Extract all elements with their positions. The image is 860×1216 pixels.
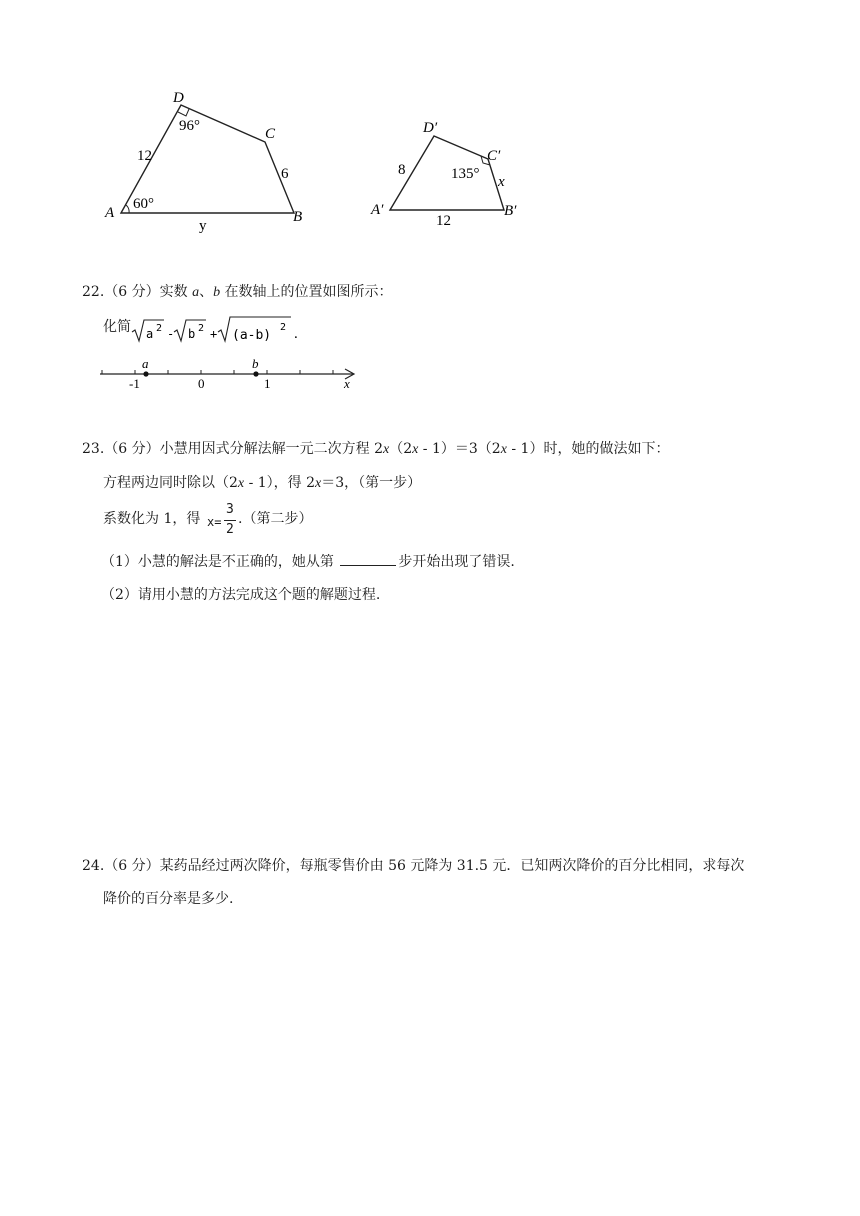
exponent-ab: 2 xyxy=(280,322,287,333)
side-ab-label: y xyxy=(199,218,207,234)
angle-d-mark xyxy=(178,109,189,116)
side-ad-prime-label: 8 xyxy=(398,162,406,178)
radicand-a: a xyxy=(146,327,154,341)
plus-sign: + xyxy=(210,327,218,341)
exponent-b: 2 xyxy=(198,323,205,334)
step2-denominator: 2 xyxy=(226,522,234,537)
answer-blank[interactable] xyxy=(340,551,396,566)
question-23-part1: （1）小慧的解法是不正确的，她从第 步开始出现了错误. xyxy=(101,551,515,572)
side-ab-prime-label: 12 xyxy=(436,213,451,229)
side-bc-label: 6 xyxy=(281,166,289,182)
vertex-c-label: C xyxy=(265,126,276,142)
angle-a-mark xyxy=(126,205,129,213)
point-a xyxy=(143,371,148,376)
number-line xyxy=(98,356,363,392)
vertex-d-prime-label: D′ xyxy=(423,120,438,136)
angle-a-label: 60° xyxy=(133,196,154,212)
radical-expression xyxy=(131,312,311,348)
simplify-label: 化简 xyxy=(103,319,131,335)
vertex-d-label: D xyxy=(173,90,184,106)
step2-x-equals: x= xyxy=(207,515,222,529)
tick-label-1: 1 xyxy=(264,376,271,391)
vertex-c-prime-label: C′ xyxy=(487,148,501,164)
radicand-a-minus-b: (a-b) xyxy=(232,328,272,343)
minus-sign: - xyxy=(167,327,175,341)
vertex-a-prime-label: A′ xyxy=(371,202,384,218)
step2-numerator: 3 xyxy=(226,502,234,517)
side-bc-prime-label: x xyxy=(498,174,505,190)
question-24-line1: 24.（6 分）某药品经过两次降价，每瓶零售价由 56 元降为 31.5 元．已知两次降价的百分比相同，求每次 xyxy=(82,858,745,874)
question-22-title: 22.（6 分）实数 a、b 在数轴上的位置如图所示： xyxy=(82,284,393,300)
question-23-part2: （2）请用小慧的方法完成这个题的解题过程. xyxy=(101,587,381,603)
tick-label-neg1: -1 xyxy=(129,376,140,391)
angle-d-label: 96° xyxy=(179,118,200,134)
question-24-line2: 降价的百分率是多少. xyxy=(103,891,234,907)
vertex-b-prime-label: B′ xyxy=(504,203,517,219)
angle-c-prime-label: 135° xyxy=(451,166,480,182)
question-23-step1: 方程两边同时除以（2x - 1），得 2x＝3，（第一步） xyxy=(103,475,422,491)
tick-label-0: 0 xyxy=(198,376,205,391)
step2-fraction-bar xyxy=(224,520,236,521)
point-a-label: a xyxy=(142,356,149,371)
question-22-expression xyxy=(103,317,131,345)
quadrilateral-abcd-prime-figure xyxy=(365,112,540,232)
question-23-step2: 系数化为 1，得 xyxy=(103,511,201,527)
quadrilateral-abcd-figure xyxy=(95,82,325,237)
point-b-label: b xyxy=(252,356,259,371)
side-ad-label: 12 xyxy=(137,148,152,164)
vertex-a-label: A xyxy=(105,205,115,221)
expression-period: . xyxy=(294,326,298,342)
radicand-b: b xyxy=(188,327,196,341)
question-23-step2-tail: .（第二步） xyxy=(238,511,313,527)
axis-label-x: x xyxy=(344,376,350,391)
point-b xyxy=(253,371,258,376)
vertex-b-label: B xyxy=(293,209,303,225)
question-23-title: 23.（6 分）小慧用因式分解法解一元二次方程 2x（2x - 1）＝3（2x - 1）时，她的做法如下： xyxy=(82,441,670,457)
exponent-a: 2 xyxy=(156,323,163,334)
